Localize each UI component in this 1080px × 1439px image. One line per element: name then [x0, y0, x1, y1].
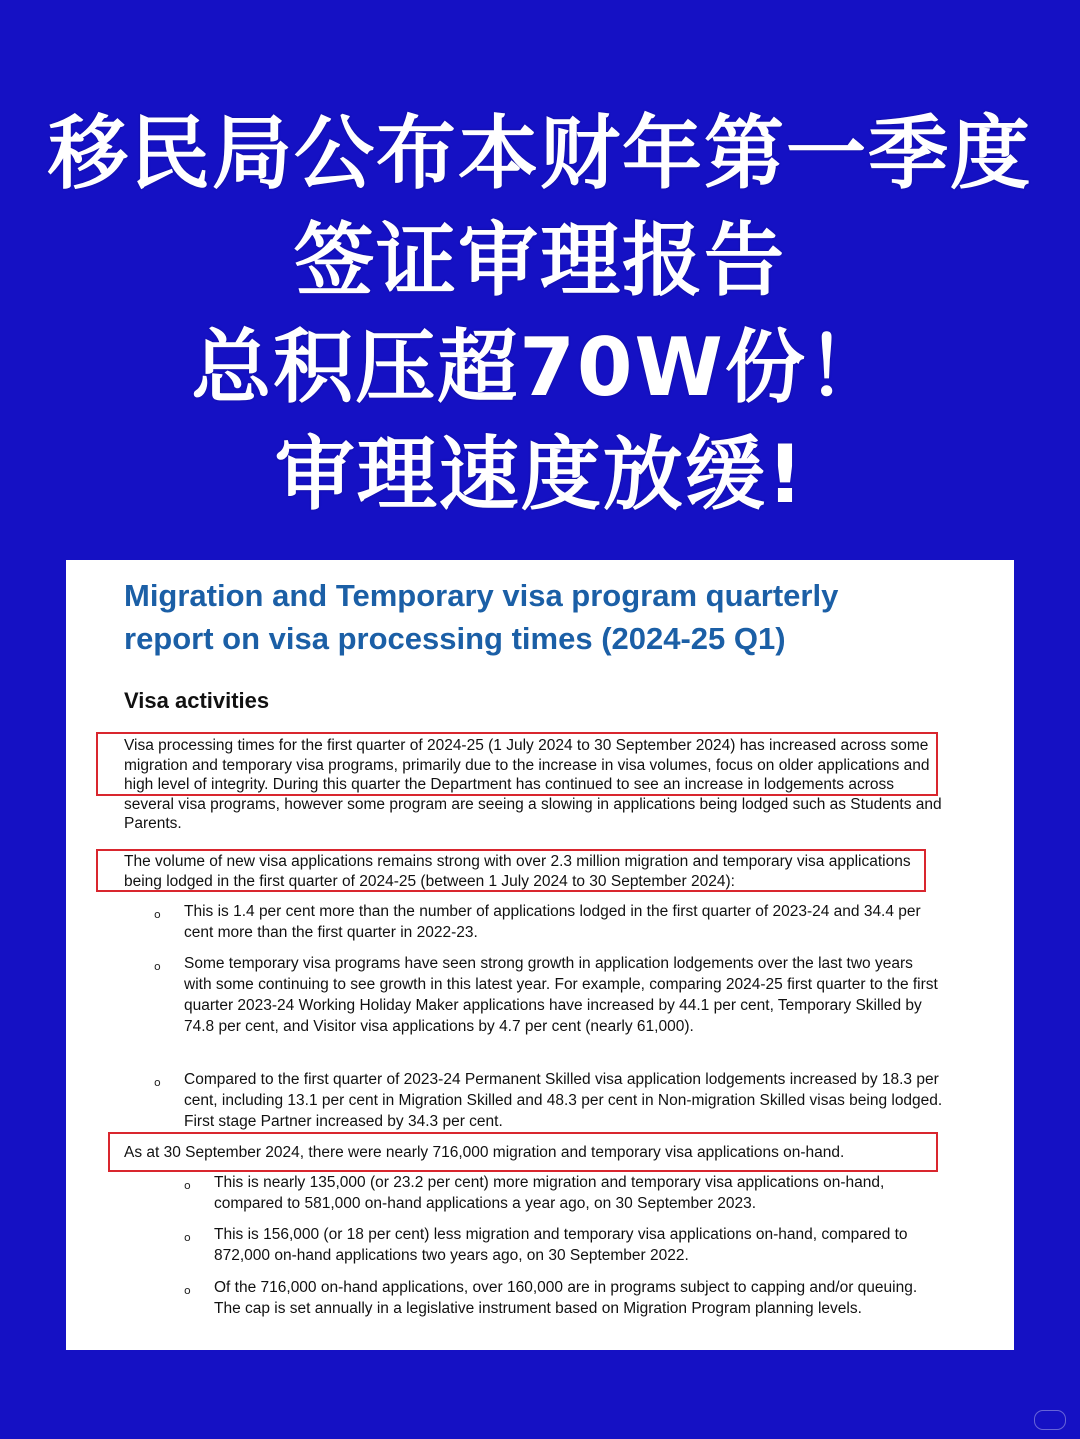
bullet-marker: o	[154, 1076, 161, 1089]
highlight-box-processing-times	[96, 732, 938, 796]
bullet-temporary-programs: Some temporary visa programs have seen strong growth in application lodgements over the last two years with some continuing to see growth in this latest year. For example, comparing 2024-25 first quarter to the first quarter 2023-24 Working Holiday Maker applications have increased by 44.1 per cent, Temporary Skilled by 74.8 per cent, and Visitor visa applications by 4.7 per cent (nearly 61,000).	[184, 955, 938, 1035]
paragraph-new-applications: The volume of new visa applications remains strong with over 2.3 million migration and temporary visa applications being lodged in the first quarter of 2024-25 (between 1 July 2024 to 30 September 2024):	[124, 853, 911, 890]
document-title-line-1: Migration and Temporary visa program quarterly	[124, 578, 839, 613]
headline-line-3: 总积压超70W份！	[191, 321, 889, 414]
headline	[0, 100, 1080, 528]
document-excerpt	[66, 560, 1014, 1350]
paragraph-on-hand: As at 30 September 2024, there were nearly 716,000 migration and temporary visa applications on-hand.	[124, 1144, 845, 1161]
bullet-year-comparison: This is nearly 135,000 (or 23.2 per cent) more migration and temporary visa applications on-hand, compared to 581,000 on-hand applications a year ago, on 30 September 2023.	[214, 1174, 885, 1212]
bullet-two-year-comparison: This is 156,000 (or 18 per cent) less migration and temporary visa applications on-hand, compared to 872,000 on-hand applications two years ago, on 30 September 2022.	[214, 1226, 908, 1264]
highlight-box-new-applications	[96, 849, 926, 892]
bullet-marker: o	[184, 1231, 191, 1244]
bullet-permanent-skilled: Compared to the first quarter of 2023-24 Permanent Skilled visa application lodgements increased by 18.3 per cent, including 13.1 per cent in Migration Skilled and 48.3 per cent in Non-migration Skilled visas being lodged. First stage Partner increased by 34.3 per cent.	[184, 1071, 943, 1130]
bullet-marker: o	[154, 960, 161, 973]
bullet-lodgement-growth: This is 1.4 per cent more than the number of applications lodged in the first quarter of 2023-24 and 34.4 per cent more than the first quarter in 2022-23.	[184, 903, 921, 941]
section-heading: Visa activities	[124, 688, 270, 713]
paragraph-processing-times: Visa processing times for the first quarter of 2024-25 (1 July 2024 to 30 September 2024) has increased across some migration and temporary visa programs, primarily due to the increase in visa volumes, focus on older applications and high level of integrity. During this quarter the Department has continued to see an increase in lodgements across several visa programs, however some program are seeing a slowing in applications being lodged such as Students and Parents.	[124, 737, 942, 832]
bullet-marker: o	[184, 1284, 191, 1297]
watermark-icon	[1034, 1410, 1066, 1430]
bullet-capping-queuing: Of the 716,000 on-hand applications, over 160,000 are in programs subject to capping and/or queuing. The cap is set annually in a legislative instrument based on Migration Program planning levels.	[214, 1279, 918, 1317]
highlight-box-on-hand	[108, 1132, 938, 1172]
bullet-marker: o	[184, 1179, 191, 1192]
bullet-marker: o	[154, 908, 161, 921]
document-title	[124, 574, 984, 660]
headline-line-4: 审理速度放缓!	[274, 428, 806, 521]
document-title-line-2: report on visa processing times (2024-25 Q1)	[124, 621, 786, 656]
headline-line-1: 移民局公布本财年第一季度	[48, 107, 1032, 200]
headline-line-2: 签证审理报告	[294, 214, 786, 307]
